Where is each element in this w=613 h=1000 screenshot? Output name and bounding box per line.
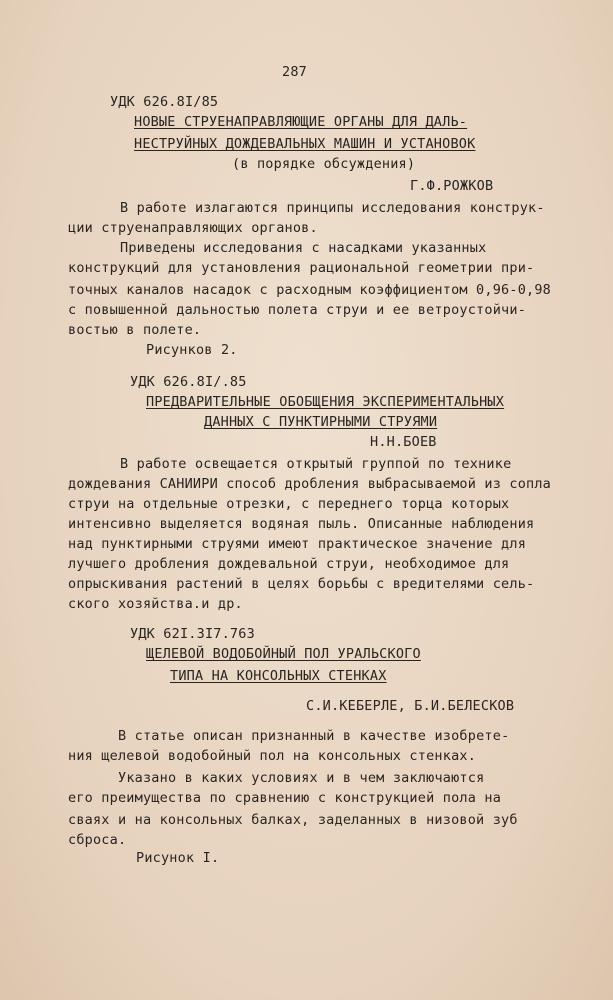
body-line: над пунктирными струями имеют практическое значение для bbox=[68, 536, 527, 552]
article-title: ЩЕЛЕВОЙ ВОДОБОЙНЫЙ ПОЛ УРАЛЬСКОГО bbox=[146, 646, 421, 662]
article-title: ТИПА НА КОНСОЛЬНЫХ СТЕНКАХ bbox=[170, 668, 387, 684]
page-number: 287 bbox=[282, 64, 307, 80]
body-line: Указано в каких условиях и в чем заключаются bbox=[118, 770, 485, 786]
udk-code: УДК 626.8I/85 bbox=[110, 94, 219, 110]
body-line: В статье описан признанный в качестве изобрете- bbox=[118, 728, 510, 744]
body-line: его преимущества по сравнению с конструкцией пола на bbox=[68, 790, 502, 806]
article-title: НОВЫЕ СТРУЕНАПРАВЛЯЮЩИЕ ОРГАНЫ ДЛЯ ДАЛЬ- bbox=[134, 114, 468, 130]
body-line: с повышенной дальностью полета струи и ее ветроустойчи- bbox=[68, 302, 527, 318]
article-author: Г.Ф.РОЖКОВ bbox=[410, 178, 494, 194]
body-line: В работе освещается открытый группой по технике bbox=[120, 456, 512, 472]
body-line: ции струенаправляющих органов. bbox=[68, 220, 318, 236]
body-line: востью в полете. bbox=[68, 322, 202, 338]
body-line: интенсивно выделяется водяная пыль. Описанные наблюдения bbox=[68, 516, 535, 532]
udk-code: УДК 62I.3I7.763 bbox=[130, 626, 255, 642]
article-title: ДАННЫХ С ПУНКТИРНЫМИ СТРУЯМИ bbox=[204, 414, 438, 430]
figure-count: Рисунков 2. bbox=[146, 342, 238, 358]
body-line: опрыскивания растений в целях борьбы с вредителями сель- bbox=[68, 576, 535, 592]
body-line: струи на отдельные отрезки, с переднего торца которых bbox=[68, 496, 510, 512]
article-subtitle: (в порядке обсуждения) bbox=[232, 156, 416, 172]
figure-count: Рисунок I. bbox=[136, 850, 220, 866]
body-line: конструкций для установления рациональной геометрии при- bbox=[68, 260, 535, 276]
body-line: сваях и на консольных балках, заделанных в низовой зуб bbox=[68, 812, 518, 828]
article-author: Н.Н.БОЕВ bbox=[370, 434, 437, 450]
article-title: ПРЕДВАРИТЕЛЬНЫЕ ОБОБЩЕНИЯ ЭКСПЕРИМЕНТАЛЬНЫХ bbox=[146, 394, 505, 410]
body-line: дождевания САНИИРИ способ дробления выбрасываемой из сопла bbox=[68, 476, 552, 492]
body-line: ния щелевой водобойный пол на консольных стенках. bbox=[68, 748, 477, 764]
article-author: С.И.КЕБЕРЛЕ, Б.И.БЕЛЕСКОВ bbox=[306, 698, 515, 714]
body-line: сброса. bbox=[68, 832, 127, 848]
article-title: НЕСТРУЙНЫХ ДОЖДЕВАЛЬНЫХ МАШИН И УСТАНОВОК bbox=[134, 136, 476, 152]
udk-code: УДК 626.8I/.85 bbox=[130, 374, 247, 390]
body-line: В работе излагаются принципы исследования конструк- bbox=[120, 200, 545, 216]
body-line: ского хозяйства.и др. bbox=[68, 596, 243, 612]
body-line: лучшего дробления дождевальной струи, необходимое для bbox=[68, 556, 510, 572]
body-line: точных каналов насадок с расходным коэффициентом 0,96-0,98 bbox=[68, 282, 552, 298]
body-line: Приведены исследования с насадками указанных bbox=[120, 240, 487, 256]
